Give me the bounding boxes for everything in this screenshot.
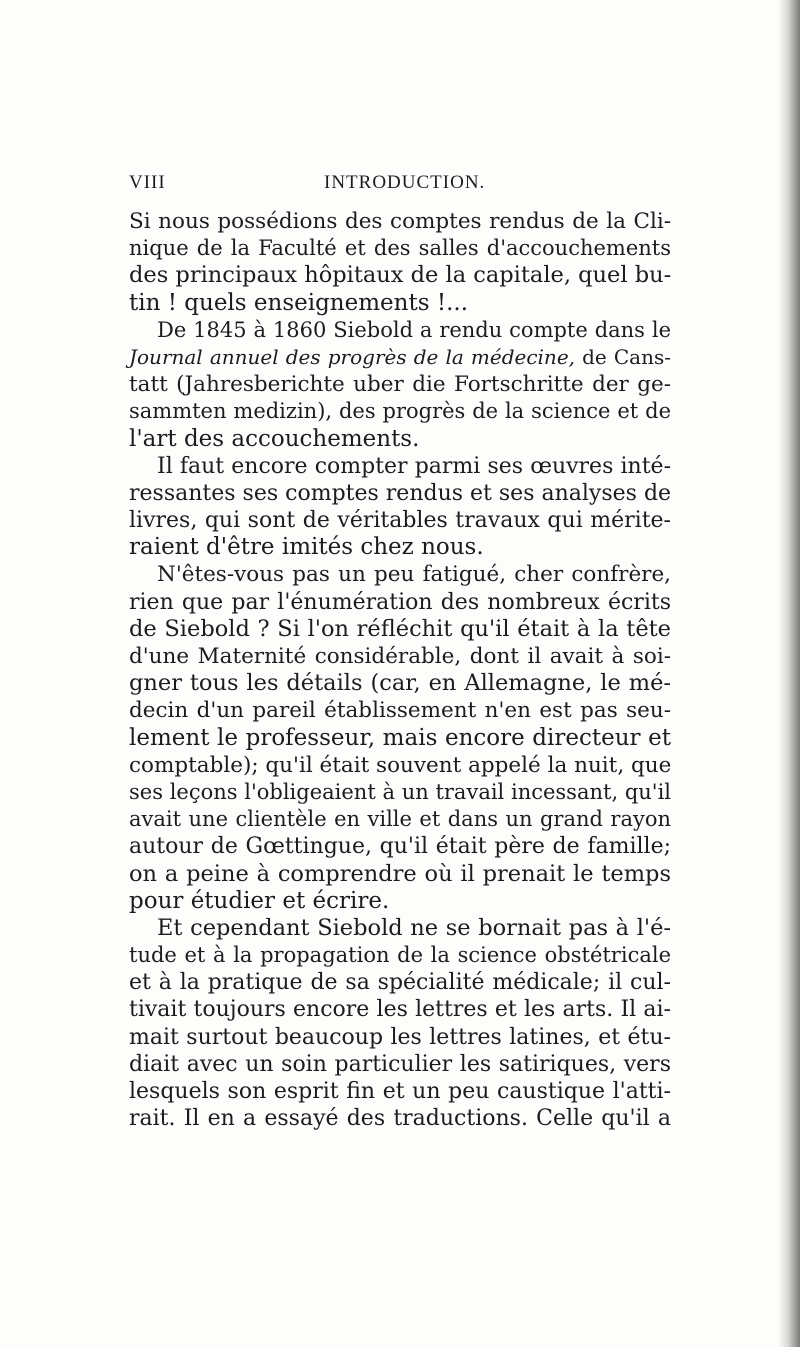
running-head: [129, 172, 671, 202]
text-line: decin d'un pareil établissement n'en est pas seu-: [129, 698, 671, 724]
page-gutter-shadow: [778, 0, 800, 1347]
text-line: des principaux hôpitaux de la capitale, quel bu-: [129, 262, 672, 289]
journal-title: Journal annuel des progrès de la médecine,: [129, 344, 576, 369]
text-line: tatt (Jahresberichte uber die Fortschritte der ge-: [129, 372, 671, 398]
text-line: lement le professeur, mais encore directeur et: [129, 724, 671, 751]
running-title: INTRODUCTION.: [324, 172, 486, 193]
text-line: De 1845 à 1860 Siebold a rendu compte dans le: [157, 317, 671, 342]
text-line: comptable); qu'il était souvent appelé la nuit, que: [129, 752, 672, 778]
text-line: ses leçons l'obligeaient à un travail incessant, qu'il: [129, 779, 671, 804]
text-line: tivait toujours encore les lettres et les arts. Il ai-: [129, 997, 671, 1023]
text-line: Si nous possédions des comptes rendus de la Cli-: [129, 209, 671, 234]
text-line: avait une clientèle en ville et dans un grand rayon: [129, 807, 671, 832]
text-line: autour de Gœttingue, qu'il était père de famille;: [129, 834, 671, 860]
text-line: et à la pratique de sa spécialité médicale; il cul-: [129, 970, 671, 996]
text-line: sammten medizin), des progrès de la science et de: [129, 399, 671, 424]
text-line: mait surtout beaucoup les lettres latines, et étu-: [129, 1024, 671, 1050]
text-line: pour étudier et écrire.: [129, 887, 390, 914]
text-line: N'êtes-vous pas un peu fatigué, cher confrère,: [157, 562, 671, 588]
text-line: l'art des accouchements.: [129, 425, 420, 452]
text-line: tude et à la propagation de la science obstétricale: [129, 943, 671, 968]
text-line: tin ! quels enseignements !...: [129, 289, 469, 316]
body-text: [129, 208, 671, 1132]
text-line: Il faut encore compter parmi ses œuvres inté-: [157, 453, 671, 479]
text-fragment: de Cans-: [575, 344, 672, 369]
text-line: [129, 344, 671, 371]
text-line: on a peine à comprendre où il prenait le temps: [129, 860, 671, 887]
text-line: ressantes ses comptes rendus et ses analyses de: [129, 480, 672, 506]
text-line: lesquels son esprit fin et un peu caustique l'atti-: [129, 1079, 671, 1104]
text-line: d'une Maternité considérable, dont il avait à soi-: [129, 644, 671, 669]
text-line: rien que par l'énumération des nombreux écrits: [129, 589, 671, 615]
page-number: VIII: [129, 172, 166, 193]
text-line: Et cependant Siebold ne se bornait pas à l'é-: [157, 914, 671, 941]
text-line: gner tous les détails (car, en Allemagne, le mé-: [129, 670, 671, 697]
text-line: diait avec un soin particulier les satiriques, vers: [129, 1051, 671, 1077]
text-line: livres, qui sont de véritables travaux qui mérite-: [129, 508, 671, 534]
text-line: nique de la Faculté et des salles d'accouchements: [129, 236, 671, 261]
text-line: raient d'être imités chez nous.: [129, 534, 484, 561]
text-line: rait. Il en a essayé des traductions. Celle qu'il a: [129, 1106, 671, 1132]
text-line: de Siebold ? Si l'on réfléchit qu'il était à la tête: [129, 615, 671, 642]
